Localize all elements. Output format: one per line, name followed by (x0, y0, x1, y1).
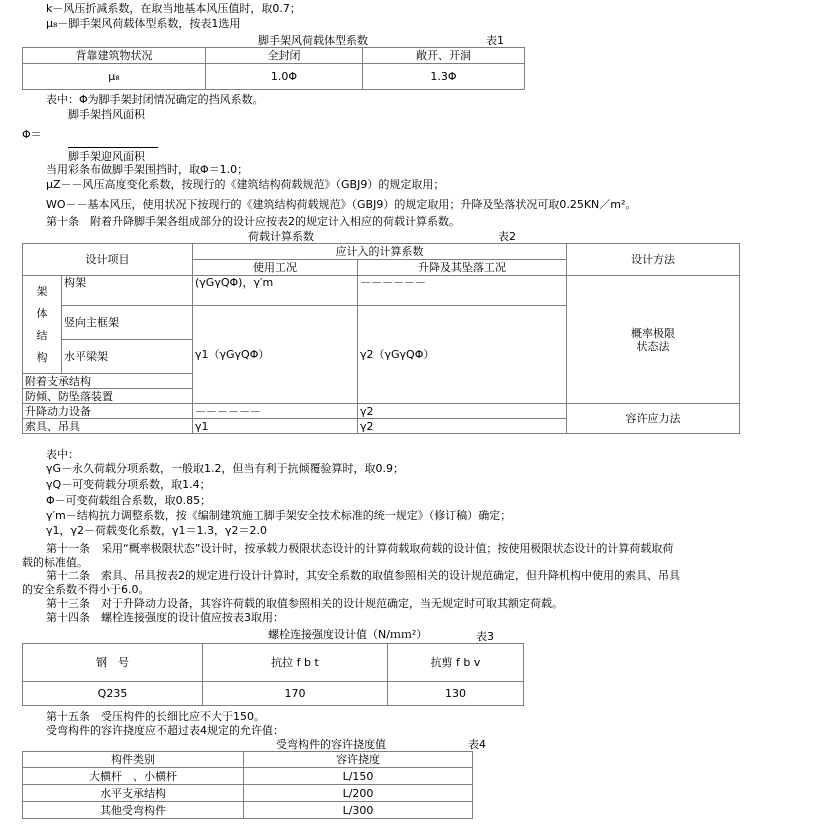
t2-frame-use: γ1（γGγQΦ） (193, 306, 358, 404)
table4-cell: L/200 (244, 785, 473, 802)
table1-header: 背靠建筑物状况 (23, 48, 206, 64)
phi-note: 表中：Φ为脚手架封闭情况确定的挡风系数。 (46, 93, 264, 106)
t2-rope-use: γ1 (193, 419, 358, 434)
mu-definition: μ₈－脚手架风荷载体型系数，按表1选用 (46, 17, 241, 30)
table1-header: 全封闭 (206, 48, 363, 64)
article-15: 第十五条 受压构件的长细比应不大于150。 (46, 710, 265, 723)
t2-h-lift: 升降及其坠落工况 (358, 260, 567, 276)
note-gamma-12: γ1，γ2－荷载变化系数，γ1＝1.3，γ2＝2.0 (46, 524, 268, 537)
phi-cloth: 当用彩条布做脚手架围挡时，取Φ＝1.0； (46, 163, 249, 176)
t2-power-lift: γ2 (358, 404, 567, 419)
table4-title: 受弯构件的容许挠度值 (276, 738, 386, 751)
t2-truss-use: (γGγQΦ)，γ′m (193, 276, 358, 306)
t2-allow-method: 容许应力法 (567, 404, 740, 434)
t2-rope: 索具、吊具 (23, 419, 193, 434)
phi-numerator: 脚手架挡风面积 (68, 108, 145, 121)
article-11: 第十一条 采用“概率极限状态”设计时，按承载力极限状态设计的计算荷载取荷载的设计值；按使用极限状态设计的计算荷载取荷 (46, 542, 674, 555)
table3-cell: 170 (203, 682, 388, 706)
t2-antifall: 防倾、防坠落装置 (23, 389, 193, 404)
t2-frame-char: 体 (36, 306, 48, 320)
table1-cell: 1.3Φ (363, 64, 525, 90)
t2-frame-group (23, 276, 62, 374)
k-definition: k－风压折减系数，在取当地基本风压值时，取0.7； (46, 2, 301, 15)
muz-definition: μZ－－风压高度变化系数，按现行的《建筑结构荷载规范》（GBJ9）的规定取用； (46, 178, 445, 191)
table2-title: 荷载计算系数 (248, 230, 314, 243)
table2 (22, 243, 740, 434)
note-gamma-m: γ′m－结构抗力调整系数，按《编制建筑施工脚手架安全技术标准的统一规定》（修订稿）确定； (46, 509, 512, 522)
table3-cell: 130 (388, 682, 524, 706)
phi-denominator: 脚手架迎风面积 (68, 150, 145, 163)
t2-h-coef: 应计入的计算系数 (193, 244, 567, 260)
t2-h-item: 设计项目 (23, 244, 193, 276)
table3-cell: Q235 (23, 682, 203, 706)
wo-definition: WO－－基本风压，使用状况下按现行的《建筑结构荷载规范》（GBJ9）的规定取用；升降及坠落状况可取0.25KN／m²。 (46, 198, 637, 211)
note-gamma-q: γQ－可变荷载分项系数，取1.4； (46, 478, 211, 491)
t2-frame-char: 架 (36, 284, 48, 298)
table3-header: 抗拉 f b t (203, 644, 388, 682)
t2-power: 升降动力设备 (23, 404, 193, 419)
t2-h-method: 设计方法 (567, 244, 740, 276)
t2-support: 附着支承结构 (23, 374, 193, 389)
note-phi: Φ－可变荷载组合系数，取0.85； (46, 494, 212, 507)
article-13: 第十三条 对于升降动力设备，其容许荷载的取值参照相关的设计规范确定，当无规定时可取其额定荷载。 (46, 597, 563, 610)
table1-title: 脚手架风荷载体型系数 (258, 34, 368, 47)
notes-head: 表中： (46, 448, 79, 461)
t2-truss: 构架 (62, 276, 193, 306)
t2-frame-char: 结 (36, 328, 48, 342)
table1-number: 表1 (486, 34, 504, 47)
article-10: 第十条 附着升降脚手架各组成部分的设计应按表2的规定计入相应的荷载计算系数。 (46, 215, 460, 228)
table1-header: 敞开、开洞 (363, 48, 525, 64)
t2-frame-lift: γ2（γGγQΦ） (358, 306, 567, 404)
table3-title: 螺栓连接强度设计值（N/ｍｍ²） (268, 628, 428, 641)
table4-cell: 大横杆 、小横杆 (23, 768, 244, 785)
t2-vertical: 竖向主框架 (62, 306, 193, 340)
table4 (22, 751, 473, 819)
bending-intro: 受弯构件的容许挠度应不超过表4规定的允许值： (46, 724, 284, 737)
table4-cell: 其他受弯构件 (23, 802, 244, 819)
note-gamma-g: γG－永久荷载分项系数，一般取1.2，但当有利于抗倾覆验算时，取0.9； (46, 462, 405, 475)
t2-truss-lift: －－－－－－ (358, 276, 567, 306)
table4-cell: L/300 (244, 802, 473, 819)
table3-header: 抗剪 f b v (388, 644, 524, 682)
phi-lhs: Φ＝ (22, 128, 42, 141)
table3 (22, 643, 524, 706)
fraction-bar (68, 147, 158, 148)
t2-h-use: 使用工况 (193, 260, 358, 276)
table1-cell: 1.0Φ (206, 64, 363, 90)
article-12: 第十二条 索具、吊具按表2的规定进行设计计算时，其安全系数的取值参照相关的设计规范确定，但升降机构中使用的索具、吊具 (46, 569, 680, 582)
table3-number: 表3 (476, 630, 494, 643)
table4-cell: L/150 (244, 768, 473, 785)
article-12-cont: 的安全系数不得小于6.0。 (22, 583, 150, 596)
t2-limit-method: 概率极限 状态法 (567, 276, 740, 404)
table1-cell: μ₈ (23, 64, 206, 90)
t2-rope-lift: γ2 (358, 419, 567, 434)
article-14: 第十四条 螺栓连接强度的设计值应按表3取用： (46, 611, 284, 624)
article-11-cont: 载的标准值。 (22, 556, 88, 569)
t2-frame-char: 构 (36, 350, 48, 364)
table1 (22, 47, 525, 90)
table4-header: 容许挠度 (244, 752, 473, 768)
table4-header: 构件类别 (23, 752, 244, 768)
t2-power-use: －－－－－－ (193, 404, 358, 419)
t2-horizontal: 水平梁架 (62, 340, 193, 374)
table2-number: 表2 (498, 230, 516, 243)
table4-number: 表4 (468, 738, 486, 751)
table4-cell: 水平支承结构 (23, 785, 244, 802)
table3-header: 钢 号 (23, 644, 203, 682)
